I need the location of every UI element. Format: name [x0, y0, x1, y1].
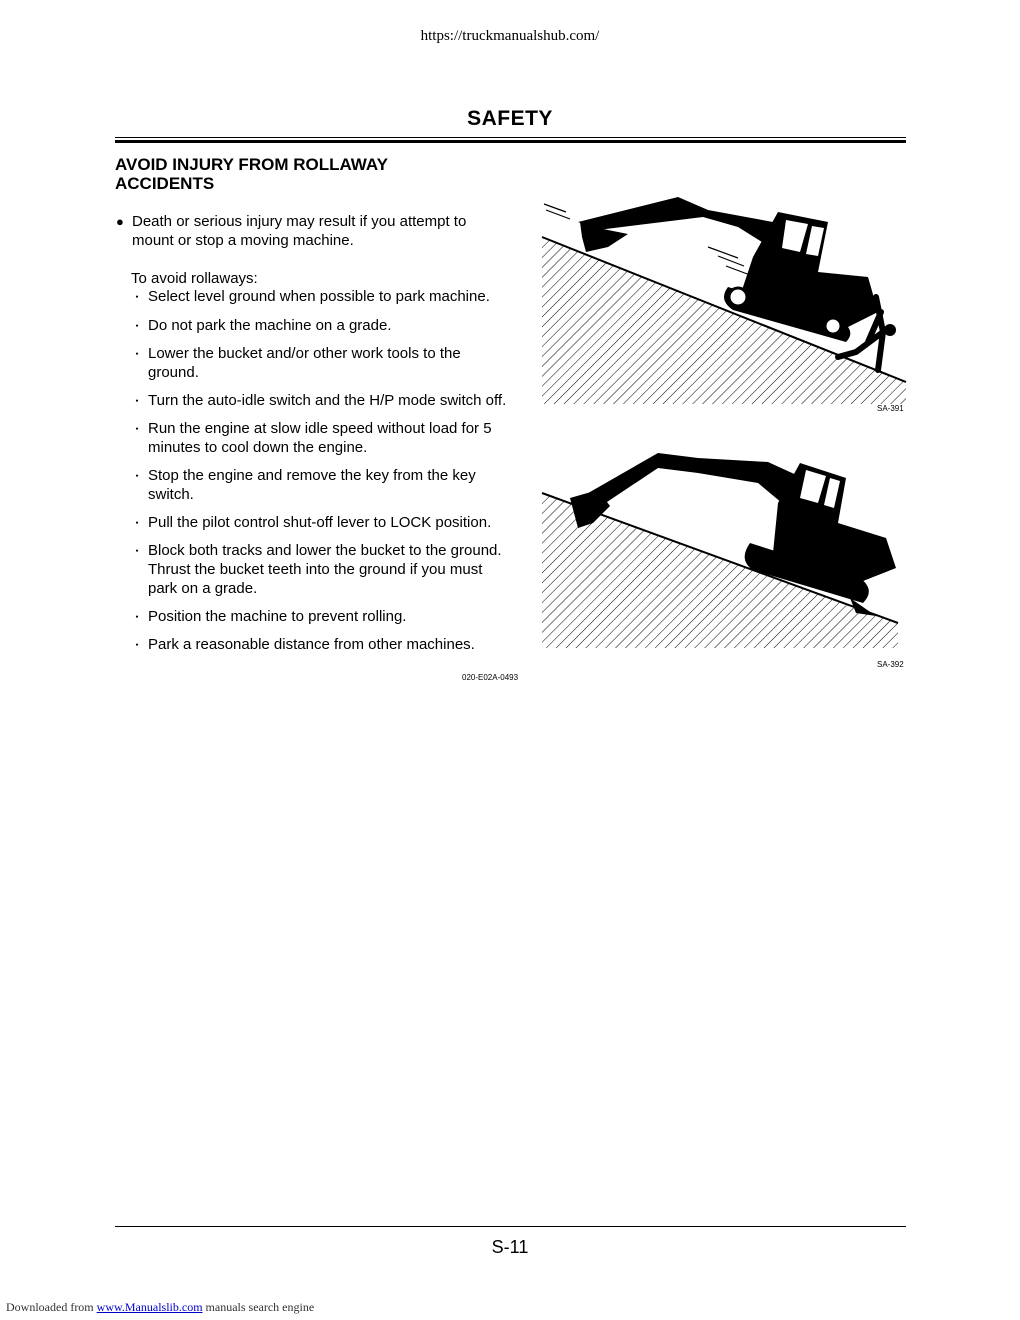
parked-on-grade-illustration — [538, 448, 910, 660]
step-dot: ･ — [134, 469, 141, 483]
rollaway-illustration — [538, 192, 910, 404]
download-suffix: manuals search engine — [202, 1300, 315, 1314]
topic-heading — [115, 155, 475, 193]
step-1-line-1: Select level ground when possible to park machine. — [148, 288, 490, 305]
section-title: SAFETY — [467, 107, 553, 130]
step-8-line-2: Thrust the bucket teeth into the ground if you must — [148, 561, 483, 578]
step-8-line-3: park on a grade. — [148, 580, 258, 597]
avoid-label: To avoid rollaways: — [131, 270, 258, 287]
topic-heading-line2: ACCIDENTS — [115, 174, 215, 193]
manualslib-link[interactable]: www.Manualslib.com — [96, 1300, 203, 1314]
bullet-dot: ● — [116, 214, 124, 229]
document-code: 020-E02A-0493 — [462, 673, 519, 682]
step-2-line-1: Do not park the machine on a grade. — [148, 317, 392, 334]
page-number: S-11 — [491, 1237, 529, 1257]
excavator-boom — [583, 453, 808, 508]
step-5-line-1: Run the engine at slow idle speed without load for 5 — [148, 420, 492, 437]
step-3-line-2: ground. — [148, 364, 199, 381]
download-note — [6, 1300, 314, 1315]
step-dot: ･ — [134, 347, 141, 361]
step-dot: ･ — [134, 319, 141, 333]
step-8-line-1: Block both tracks and lower the bucket to the ground. — [148, 542, 502, 559]
step-3-line-1: Lower the bucket and/or other work tools to the — [148, 345, 461, 362]
step-6-line-1: Stop the engine and remove the key from the key — [148, 467, 476, 484]
figure-1-label: SA-391 — [877, 404, 904, 413]
figure-2-label: SA-392 — [877, 660, 904, 669]
step-dot: ･ — [134, 516, 141, 530]
step-dot: ･ — [134, 638, 141, 652]
intro-line-2: mount or stop a moving machine. — [132, 232, 354, 249]
source-url: https://truckmanualshub.com/ — [420, 28, 600, 44]
title-rule-thin — [115, 137, 906, 138]
step-dot: ･ — [134, 394, 141, 408]
step-6-line-2: switch. — [148, 486, 194, 503]
step-dot: ･ — [134, 422, 141, 436]
step-dot: ･ — [134, 610, 141, 624]
step-dot: ･ — [134, 290, 141, 304]
step-dot: ･ — [134, 544, 141, 558]
step-10-line-1: Park a reasonable distance from other machines. — [148, 636, 475, 653]
step-7-line-1: Pull the pilot control shut-off lever to LOCK position. — [148, 514, 492, 531]
intro-line-1: Death or serious injury may result if you attempt to — [132, 213, 467, 230]
download-prefix: Downloaded from — [6, 1300, 97, 1314]
title-rule-thick — [115, 140, 906, 143]
step-9-line-1: Position the machine to prevent rolling. — [148, 608, 407, 625]
step-4-line-1: Turn the auto-idle switch and the H/P mode switch off. — [148, 392, 507, 409]
footer-rule — [115, 1226, 906, 1227]
topic-heading-line1: AVOID INJURY FROM ROLLAWAY — [115, 155, 388, 174]
step-5-line-2: minutes to cool down the engine. — [148, 439, 368, 456]
